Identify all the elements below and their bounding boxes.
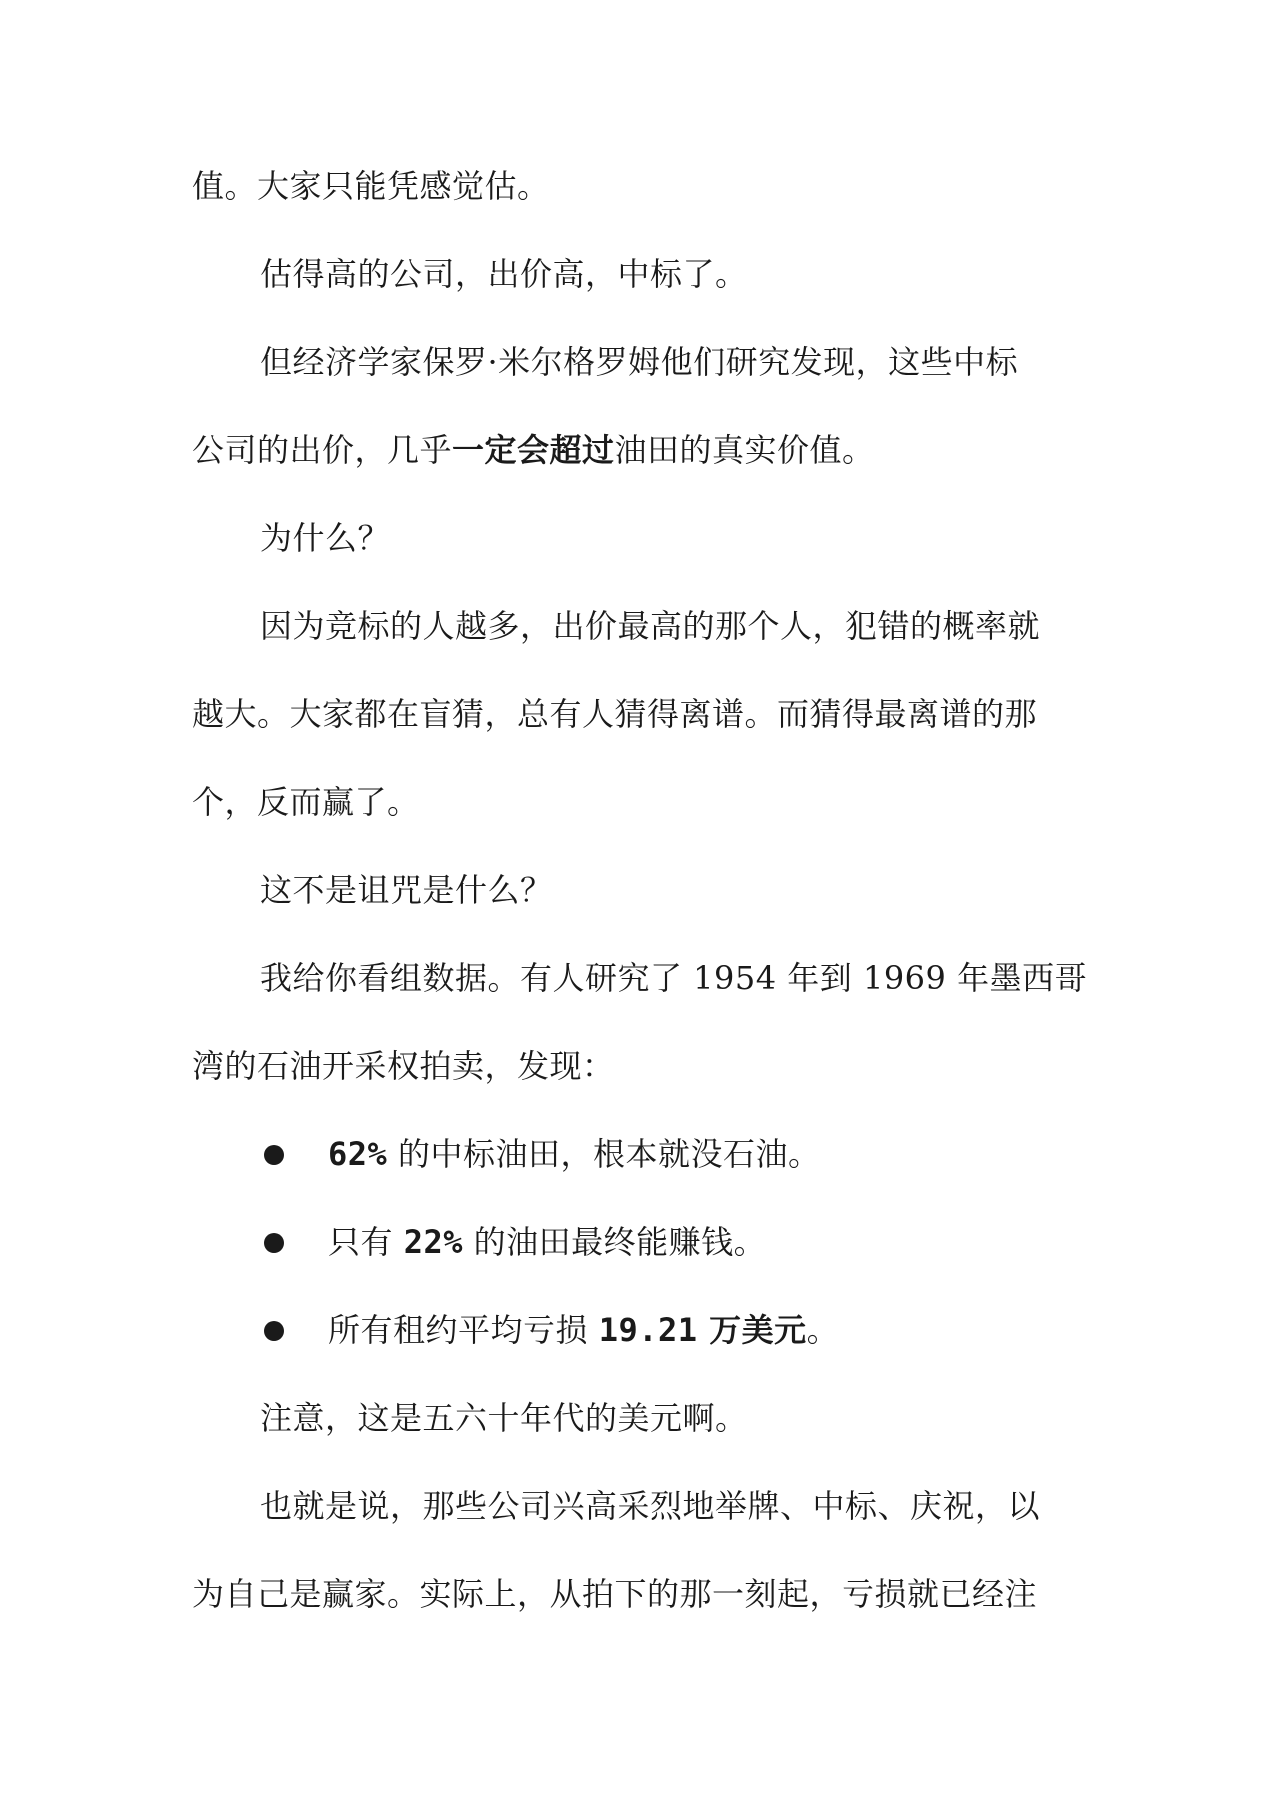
list-item: [192, 1311, 1082, 1402]
paragraph-line: 湾的石油开采权拍卖，发现：: [192, 1047, 615, 1085]
bullet-icon: [264, 1145, 284, 1165]
paragraph-line: 值。大家只能凭感觉估。: [192, 167, 550, 205]
text-span: 。: [806, 1311, 840, 1349]
document-body: [192, 167, 1088, 1666]
text-span: 的中标油田，根本就没石油。: [387, 1135, 821, 1173]
text-span: 油田的真实价值。: [614, 431, 875, 469]
paragraph-line: 为什么？: [260, 519, 391, 557]
stat-value: 62%: [328, 1135, 388, 1173]
paragraph-line: 我给你看组数据。有人研究了 1954 年到 1969 年墨西哥: [260, 959, 1088, 997]
list-item: [192, 1223, 1082, 1314]
stat-value: 22%: [403, 1223, 463, 1261]
list-item: [192, 1135, 1082, 1226]
text-span: 公司的出价，几乎: [192, 431, 453, 469]
paragraph-line: 注意，这是五六十年代的美元啊。: [260, 1399, 748, 1437]
emphasis-text: 万美元: [697, 1311, 807, 1349]
paragraph-line: 越大。大家都在盲猜，总有人猜得离谱。而猜得最离谱的那: [192, 695, 1038, 733]
paragraph-line: 为自己是赢家。实际上，从拍下的那一刻起，亏损就已经注: [192, 1575, 1038, 1613]
paragraph-line: 这不是诅咒是什么？: [260, 871, 553, 909]
text-span: 的油田最终能赚钱。: [462, 1223, 767, 1261]
paragraph-line: [192, 431, 1082, 522]
bullet-icon: [264, 1233, 284, 1253]
paragraph-line: 但经济学家保罗·米尔格罗姆他们研究发现，这些中标: [260, 343, 1019, 381]
paragraph-line: 估得高的公司，出价高，中标了。: [260, 255, 748, 293]
bullet-icon: [264, 1321, 284, 1341]
text-span: 只有: [328, 1223, 404, 1261]
stat-value: 19.21: [598, 1311, 698, 1349]
text-span: 所有租约平均亏损: [328, 1311, 599, 1349]
paragraph-line: 因为竞标的人越多，出价最高的那个人，犯错的概率就: [260, 607, 1041, 645]
paragraph-line: 个，反而赢了。: [192, 783, 420, 821]
paragraph-line: 也就是说，那些公司兴高采烈地举牌、中标、庆祝，以: [260, 1487, 1041, 1525]
emphasis-text: 一定会超过: [452, 431, 615, 469]
